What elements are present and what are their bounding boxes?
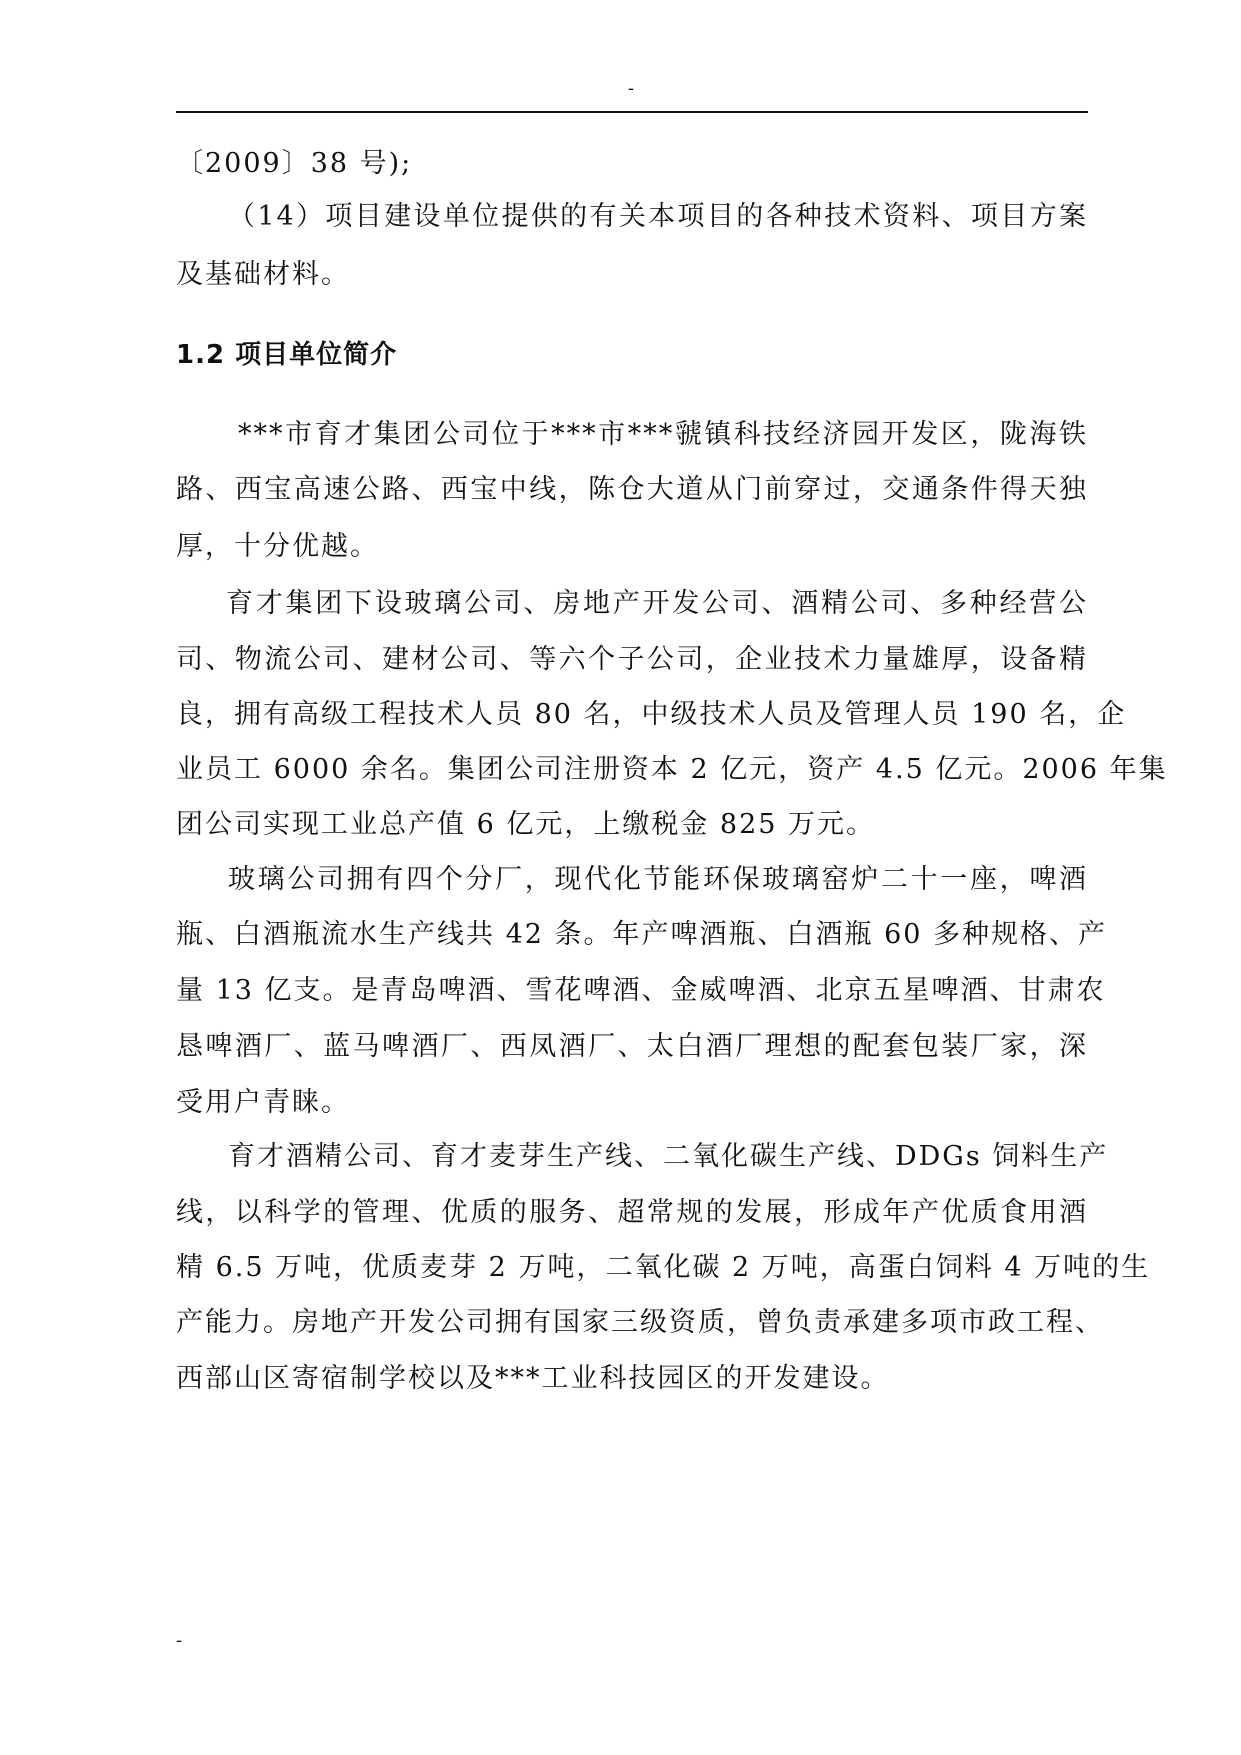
body-line: 良，拥有高级工程技术人员 80 名，中级技术人员及管理人员 190 名，企: [176, 699, 1127, 730]
body-line: 〔2009〕38 号);: [176, 148, 413, 179]
body-line: 及基础材料。: [176, 259, 350, 290]
body-line: ***市育才集团公司位于***市***虢镇科技经济园开发区，陇海铁: [238, 419, 1088, 450]
body-line: 团公司实现工业总产值 6 亿元，上缴税金 825 万元。: [176, 809, 876, 840]
body-line: 瓶、白酒瓶流水生产线共 42 条。年产啤酒瓶、白酒瓶 60 多种规格、产: [176, 919, 1108, 950]
body-line: 量 13 亿支。是青岛啤酒、雪花啤酒、金威啤酒、北京五星啤酒、甘肃农: [176, 975, 1106, 1006]
body-line: 路、西宝高速公路、西宝中线，陈仓大道从门前穿过，交通条件得天独: [176, 474, 1088, 505]
body-line: 厚，十分优越。: [176, 531, 379, 562]
page-header-mark: -: [628, 78, 635, 99]
body-line: 恳啤酒厂、蓝马啤酒厂、西凤酒厂、太白酒厂理想的配套包装厂家，深: [176, 1031, 1088, 1062]
body-line: 育才酒精公司、育才麦芽生产线、二氧化碳生产线、DDGs 饲料生产: [228, 1141, 1109, 1172]
body-line: （14）项目建设单位提供的有关本项目的各种技术资料、项目方案: [228, 201, 1088, 232]
body-line: 线，以科学的管理、优质的服务、超常规的发展，形成年产优质食用酒: [176, 1197, 1088, 1228]
body-line: 产能力。房地产开发公司拥有国家三级资质，曾负责承建多项市政工程、: [176, 1307, 1104, 1338]
body-line: 精 6.5 万吨，优质麦芽 2 万吨，二氧化碳 2 万吨，高蛋白饲料 4 万吨的生: [176, 1252, 1151, 1283]
page-footer-mark: -: [176, 1630, 183, 1651]
body-line: 育才集团下设玻璃公司、房地产开发公司、酒精公司、多种经营公: [226, 588, 1088, 619]
body-line: 玻璃公司拥有四个分厂，现代化节能环保玻璃窑炉二十一座，啤酒: [228, 864, 1088, 895]
body-line: 司、物流公司、建材公司、等六个子公司，企业技术力量雄厚，设备精: [176, 644, 1088, 675]
section-heading: 1.2 项目单位简介: [176, 340, 398, 370]
body-line: 西部山区寄宿制学校以及***工业科技园区的开发建设。: [176, 1363, 890, 1394]
header-divider: [176, 111, 1088, 113]
body-line: 业员工 6000 余名。集团公司注册资本 2 亿元，资产 4.5 亿元。2006 年集: [176, 754, 1168, 785]
body-line: 受用户青睐。: [176, 1087, 350, 1118]
